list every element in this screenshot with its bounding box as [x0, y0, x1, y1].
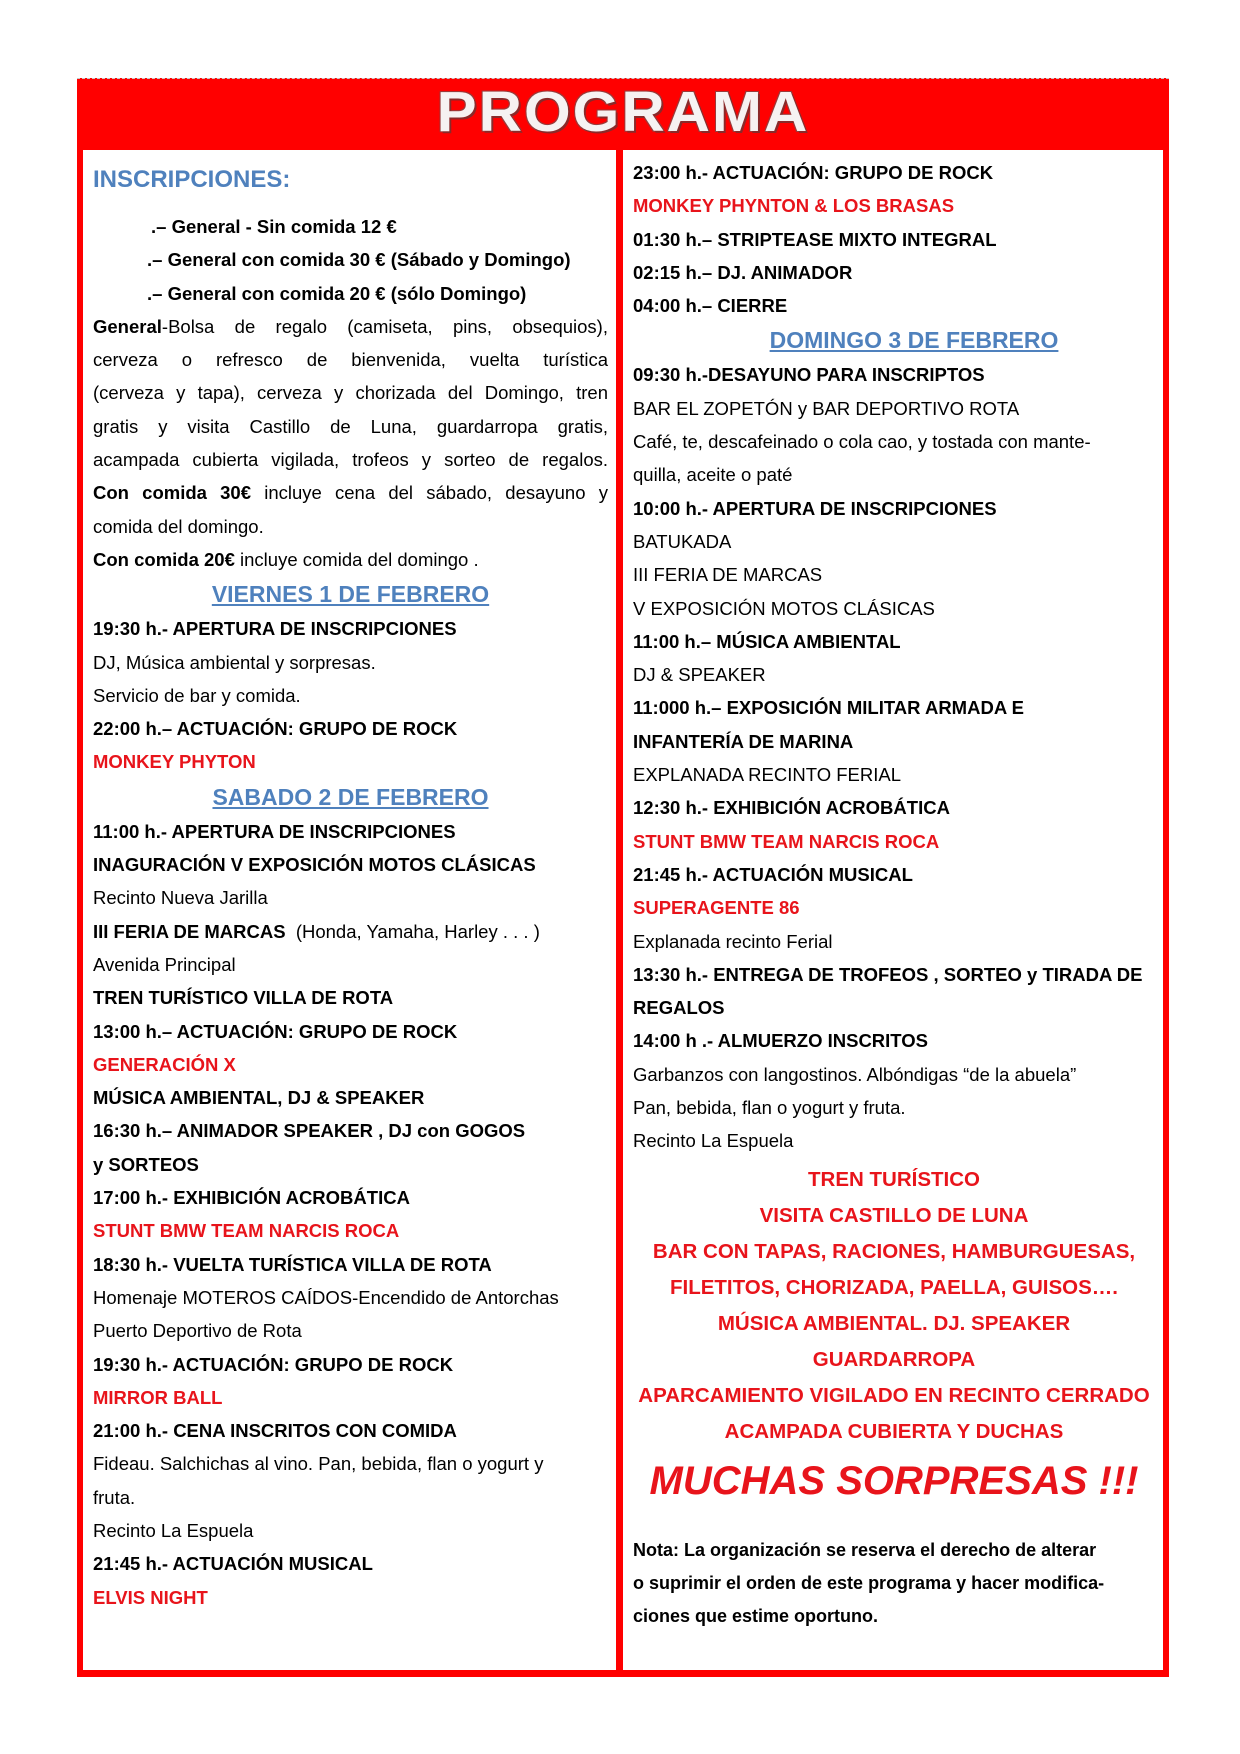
- day-heading-sabado: SABADO 2 DE FEBRERO: [212, 783, 489, 810]
- schedule-event: [93, 1414, 608, 1447]
- schedule-detail: [93, 1447, 608, 1480]
- feature-item: GUARDARROPA: [812, 1347, 976, 1371]
- schedule-event: [633, 1024, 1155, 1057]
- program-header-banner: [77, 78, 1169, 146]
- features-list: [633, 1162, 1155, 1450]
- comida30-description: [93, 476, 608, 509]
- general-text: -Bolsa de regalo (camiseta, pins, obsequios),: [161, 315, 608, 337]
- price-option: .– General con comida 20 € (sólo Domingo): [147, 282, 527, 304]
- schedule-text: Homenaje MOTEROS CAÍDOS-Encendido de Antorchas: [93, 1286, 559, 1308]
- schedule-text: BAR EL ZOPETÓN y BAR DEPORTIVO ROTA: [633, 397, 1020, 419]
- schedule-text: quilla, aceite o paté: [633, 464, 793, 486]
- comida20-label: Con comida 20€: [93, 548, 235, 570]
- general-description: [93, 310, 608, 476]
- performer-name: [93, 1048, 608, 1081]
- schedule-detail: [633, 758, 1155, 791]
- schedule-event: [633, 625, 1155, 658]
- schedule-text: 02:15 h.– DJ. ANIMADOR: [633, 261, 853, 283]
- schedule-text: Pan, bebida, flan o yogurt y fruta.: [633, 1097, 906, 1119]
- schedule-text: MONKEY PHYTON: [93, 751, 256, 773]
- schedule-event: [93, 1348, 608, 1381]
- schedule-event: [633, 725, 1155, 758]
- feature-item: FILETITOS, CHORIZADA, PAELLA, GUISOS….: [670, 1275, 1118, 1299]
- schedule-text: MIRROR BALL: [93, 1386, 223, 1408]
- schedule-detail: [93, 1314, 608, 1347]
- schedule-text: V EXPOSICIÓN MOTOS CLÁSICAS: [633, 597, 935, 619]
- schedule-event: [93, 981, 608, 1014]
- schedule-text: 11:00 h.- APERTURA DE INSCRIPCIONES: [93, 820, 456, 842]
- schedule-event: [93, 612, 608, 645]
- schedule-detail: [633, 425, 1155, 458]
- schedule-detail: [93, 679, 608, 712]
- schedule-text: Avenida Principal: [93, 953, 236, 975]
- schedule-event: [633, 691, 1155, 724]
- schedule-text: REGALOS: [633, 997, 725, 1019]
- performer-name: [633, 825, 1155, 858]
- performer-name: [93, 1214, 608, 1247]
- schedule-event: [93, 848, 608, 881]
- schedule-text: 10:00 h.- APERTURA DE INSCRIPCIONES: [633, 497, 997, 519]
- schedule-detail: [633, 1091, 1155, 1124]
- schedule-detail: [93, 646, 608, 679]
- schedule-detail: (Honda, Yamaha, Harley . . . ): [285, 920, 540, 942]
- left-column: [83, 150, 616, 1670]
- schedule-event: [633, 289, 1155, 322]
- schedule-text: 18:30 h.- VUELTA TURÍSTICA VILLA DE ROTA: [93, 1253, 492, 1275]
- schedule-event: [633, 858, 1155, 891]
- schedule-event: [633, 156, 1155, 189]
- schedule-detail: [93, 1514, 608, 1547]
- schedule-detail: [633, 558, 1155, 591]
- price-option: .– General - Sin comida 12 €: [151, 216, 397, 237]
- schedule-text: 01:30 h.– STRIPTEASE MIXTO INTEGRAL: [633, 228, 997, 250]
- performer-name: [93, 1581, 608, 1614]
- schedule-text: fruta.: [93, 1486, 136, 1508]
- day-heading-viernes: VIERNES 1 DE FEBRERO: [211, 581, 490, 608]
- schedule-event: [93, 1181, 608, 1214]
- program-frame: [77, 144, 1169, 1677]
- schedule-detail: [93, 881, 608, 914]
- schedule-event: [93, 815, 608, 848]
- performer-name: [93, 1381, 608, 1414]
- schedule-detail: [93, 1281, 608, 1314]
- schedule-event: [93, 1114, 608, 1147]
- general-label: General: [93, 315, 162, 337]
- note-line: ciones que estime oportuno.: [633, 1605, 879, 1626]
- comida20-text: incluye comida del domingo .: [234, 548, 479, 570]
- comida30-label: Con comida 30€: [93, 482, 252, 504]
- schedule-text: Recinto La Espuela: [93, 1519, 254, 1541]
- schedule-detail: [633, 392, 1155, 425]
- comida30-text: comida del domingo.: [93, 515, 264, 537]
- day-heading-domingo: DOMINGO 3 DE FEBRERO: [769, 327, 1059, 354]
- schedule-event: [93, 1248, 608, 1281]
- schedule-text: Recinto La Espuela: [633, 1130, 794, 1152]
- schedule-text: Café, te, descafeinado o cola cao, y tostada con mante-: [633, 431, 1091, 453]
- schedule-text: Servicio de bar y comida.: [93, 684, 301, 706]
- schedule-text: INAGURACIÓN V EXPOSICIÓN MOTOS CLÁSICAS: [93, 854, 536, 876]
- schedule-text: 21:45 h.- ACTUACIÓN MUSICAL: [93, 1553, 373, 1575]
- schedule-detail: [93, 1481, 608, 1514]
- note-line: o suprimir el orden de este programa y hacer modifica-: [633, 1572, 1105, 1593]
- schedule-event: [633, 791, 1155, 824]
- schedule-event: [93, 1148, 608, 1181]
- schedule-text: 04:00 h.– CIERRE: [633, 295, 788, 317]
- schedule-text: III FERIA DE MARCAS: [633, 564, 823, 586]
- schedule-event: [93, 712, 608, 745]
- general-text: (cerveza y tapa), cerveza y chorizada del Domingo, tren: [93, 382, 608, 404]
- schedule-event: [93, 1015, 608, 1048]
- schedule-text: EXPLANADA RECINTO FERIAL: [633, 764, 901, 786]
- schedule-text: 19:30 h.- ACTUACIÓN: GRUPO DE ROCK: [93, 1353, 454, 1375]
- schedule-text: Puerto Deportivo de Rota: [93, 1320, 302, 1342]
- comida20-description: [93, 543, 608, 576]
- schedule-text: STUNT BMW TEAM NARCIS ROCA: [633, 830, 940, 852]
- schedule-event: [633, 958, 1155, 991]
- general-text: cerveza o refresco de bienvenida, vuelta turística: [93, 349, 608, 371]
- schedule-text: ELVIS NIGHT: [93, 1586, 208, 1608]
- schedule-text: y SORTEOS: [93, 1153, 199, 1175]
- schedule-detail: [633, 592, 1155, 625]
- schedule-text: 14:00 h .- ALMUERZO INSCRITOS: [633, 1030, 929, 1052]
- schedule-event: [633, 991, 1155, 1024]
- schedule-event: [93, 1081, 608, 1114]
- schedule-event: [633, 223, 1155, 256]
- schedule-text: MÚSICA AMBIENTAL, DJ & SPEAKER: [93, 1087, 425, 1109]
- feature-item: MÚSICA AMBIENTAL. DJ. SPEAKER: [717, 1311, 1071, 1335]
- schedule-text: 12:30 h.- EXHIBICIÓN ACROBÁTICA: [633, 797, 950, 819]
- price-option: .– General con comida 30 € (Sábado y Domingo): [147, 249, 571, 271]
- schedule-text: Explanada recinto Ferial: [633, 930, 833, 952]
- schedule-event: [93, 1547, 608, 1580]
- schedule-detail: [633, 925, 1155, 958]
- schedule-event: [633, 492, 1155, 525]
- schedule-text: 13:00 h.– ACTUACIÓN: GRUPO DE ROCK: [93, 1020, 458, 1042]
- schedule-text: TREN TURÍSTICO VILLA DE ROTA: [93, 987, 394, 1009]
- schedule-text: Recinto Nueva Jarilla: [93, 887, 268, 909]
- schedule-detail: [633, 1124, 1155, 1157]
- feature-item: TREN TURÍSTICO: [808, 1167, 980, 1191]
- schedule-text: STUNT BMW TEAM NARCIS ROCA: [93, 1220, 400, 1242]
- schedule-detail: [633, 658, 1155, 691]
- schedule-text: MONKEY PHYNTON & LOS BRASAS: [633, 195, 955, 217]
- schedule-detail: [93, 948, 608, 981]
- program-title: PROGRAMA: [436, 79, 810, 144]
- general-text: acampada cubierta vigilada, trofeos y sorteo de regalos.: [93, 449, 608, 471]
- schedule-text: GENERACIÓN X: [93, 1053, 236, 1075]
- schedule-text: 22:00 h.– ACTUACIÓN: GRUPO DE ROCK: [93, 718, 458, 740]
- sabado-schedule: [93, 815, 608, 1614]
- schedule-detail: [633, 1058, 1155, 1091]
- right-column: [623, 150, 1163, 1670]
- feature-item: ACAMPADA CUBIERTA Y DUCHAS: [724, 1419, 1064, 1443]
- schedule-text: SUPERAGENTE 86: [633, 897, 800, 919]
- schedule-text: 21:45 h.- ACTUACIÓN MUSICAL: [633, 863, 913, 885]
- schedule-text: 11:000 h.– EXPOSICIÓN MILITAR ARMADA E: [633, 697, 1024, 719]
- general-text: gratis y visita Castillo de Luna, guardarropa gratis,: [93, 415, 608, 437]
- surprises-banner: MUCHAS SORPRESAS !!!: [649, 1458, 1139, 1503]
- schedule-text: 11:00 h.– MÚSICA AMBIENTAL: [633, 630, 901, 652]
- inscripciones-heading: INSCRIPCIONES:: [93, 166, 291, 193]
- schedule-text: INFANTERÍA DE MARINA: [633, 730, 854, 752]
- schedule-text: BATUKADA: [633, 530, 732, 552]
- schedule-text: DJ & SPEAKER: [633, 664, 766, 686]
- performer-name: [93, 745, 608, 778]
- domingo-schedule: [633, 358, 1155, 1157]
- organization-note: [633, 1534, 1155, 1633]
- feature-item: APARCAMIENTO VIGILADO EN RECINTO CERRADO: [638, 1383, 1150, 1407]
- schedule-text: 09:30 h.-DESAYUNO PARA INSCRIPTOS: [633, 364, 985, 386]
- schedule-text: 17:00 h.- EXHIBICIÓN ACROBÁTICA: [93, 1187, 410, 1209]
- note-line: Nota: La organización se reserva el derecho de alterar: [633, 1539, 1097, 1560]
- schedule-text: Garbanzos con langostinos. Albóndigas “de la abuela”: [633, 1063, 1077, 1085]
- schedule-text: 19:30 h.- APERTURA DE INSCRIPCIONES: [93, 618, 457, 640]
- schedule-event: [633, 358, 1155, 391]
- schedule-text: 13:30 h.- ENTREGA DE TROFEOS , SORTEO y TIRADA DE: [633, 963, 1143, 985]
- performer-name: [633, 891, 1155, 924]
- schedule-text: DJ, Música ambiental y sorpresas.: [93, 651, 376, 673]
- schedule-detail: [633, 525, 1155, 558]
- schedule-event: [93, 915, 608, 948]
- schedule-text: 23:00 h.- ACTUACIÓN: GRUPO DE ROCK: [633, 162, 994, 183]
- performer-name: [633, 189, 1155, 222]
- feature-item: VISITA CASTILLO DE LUNA: [759, 1203, 1029, 1227]
- schedule-detail: [633, 458, 1155, 491]
- schedule-text: III FERIA DE MARCAS: [93, 920, 286, 942]
- sabado-night-schedule: [633, 156, 1155, 322]
- schedule-text: Fideau. Salchichas al vino. Pan, bebida, flan o yogurt y: [93, 1453, 544, 1475]
- viernes-schedule: [93, 612, 608, 778]
- schedule-event: [633, 256, 1155, 289]
- comida30-text: incluye cena del sábado, desayuno y: [251, 482, 608, 504]
- feature-item: BAR CON TAPAS, RACIONES, HAMBURGUESAS,: [652, 1239, 1136, 1263]
- schedule-text: 16:30 h.– ANIMADOR SPEAKER , DJ con GOGOS: [93, 1120, 526, 1142]
- schedule-text: 21:00 h.- CENA INSCRITOS CON COMIDA: [93, 1420, 457, 1442]
